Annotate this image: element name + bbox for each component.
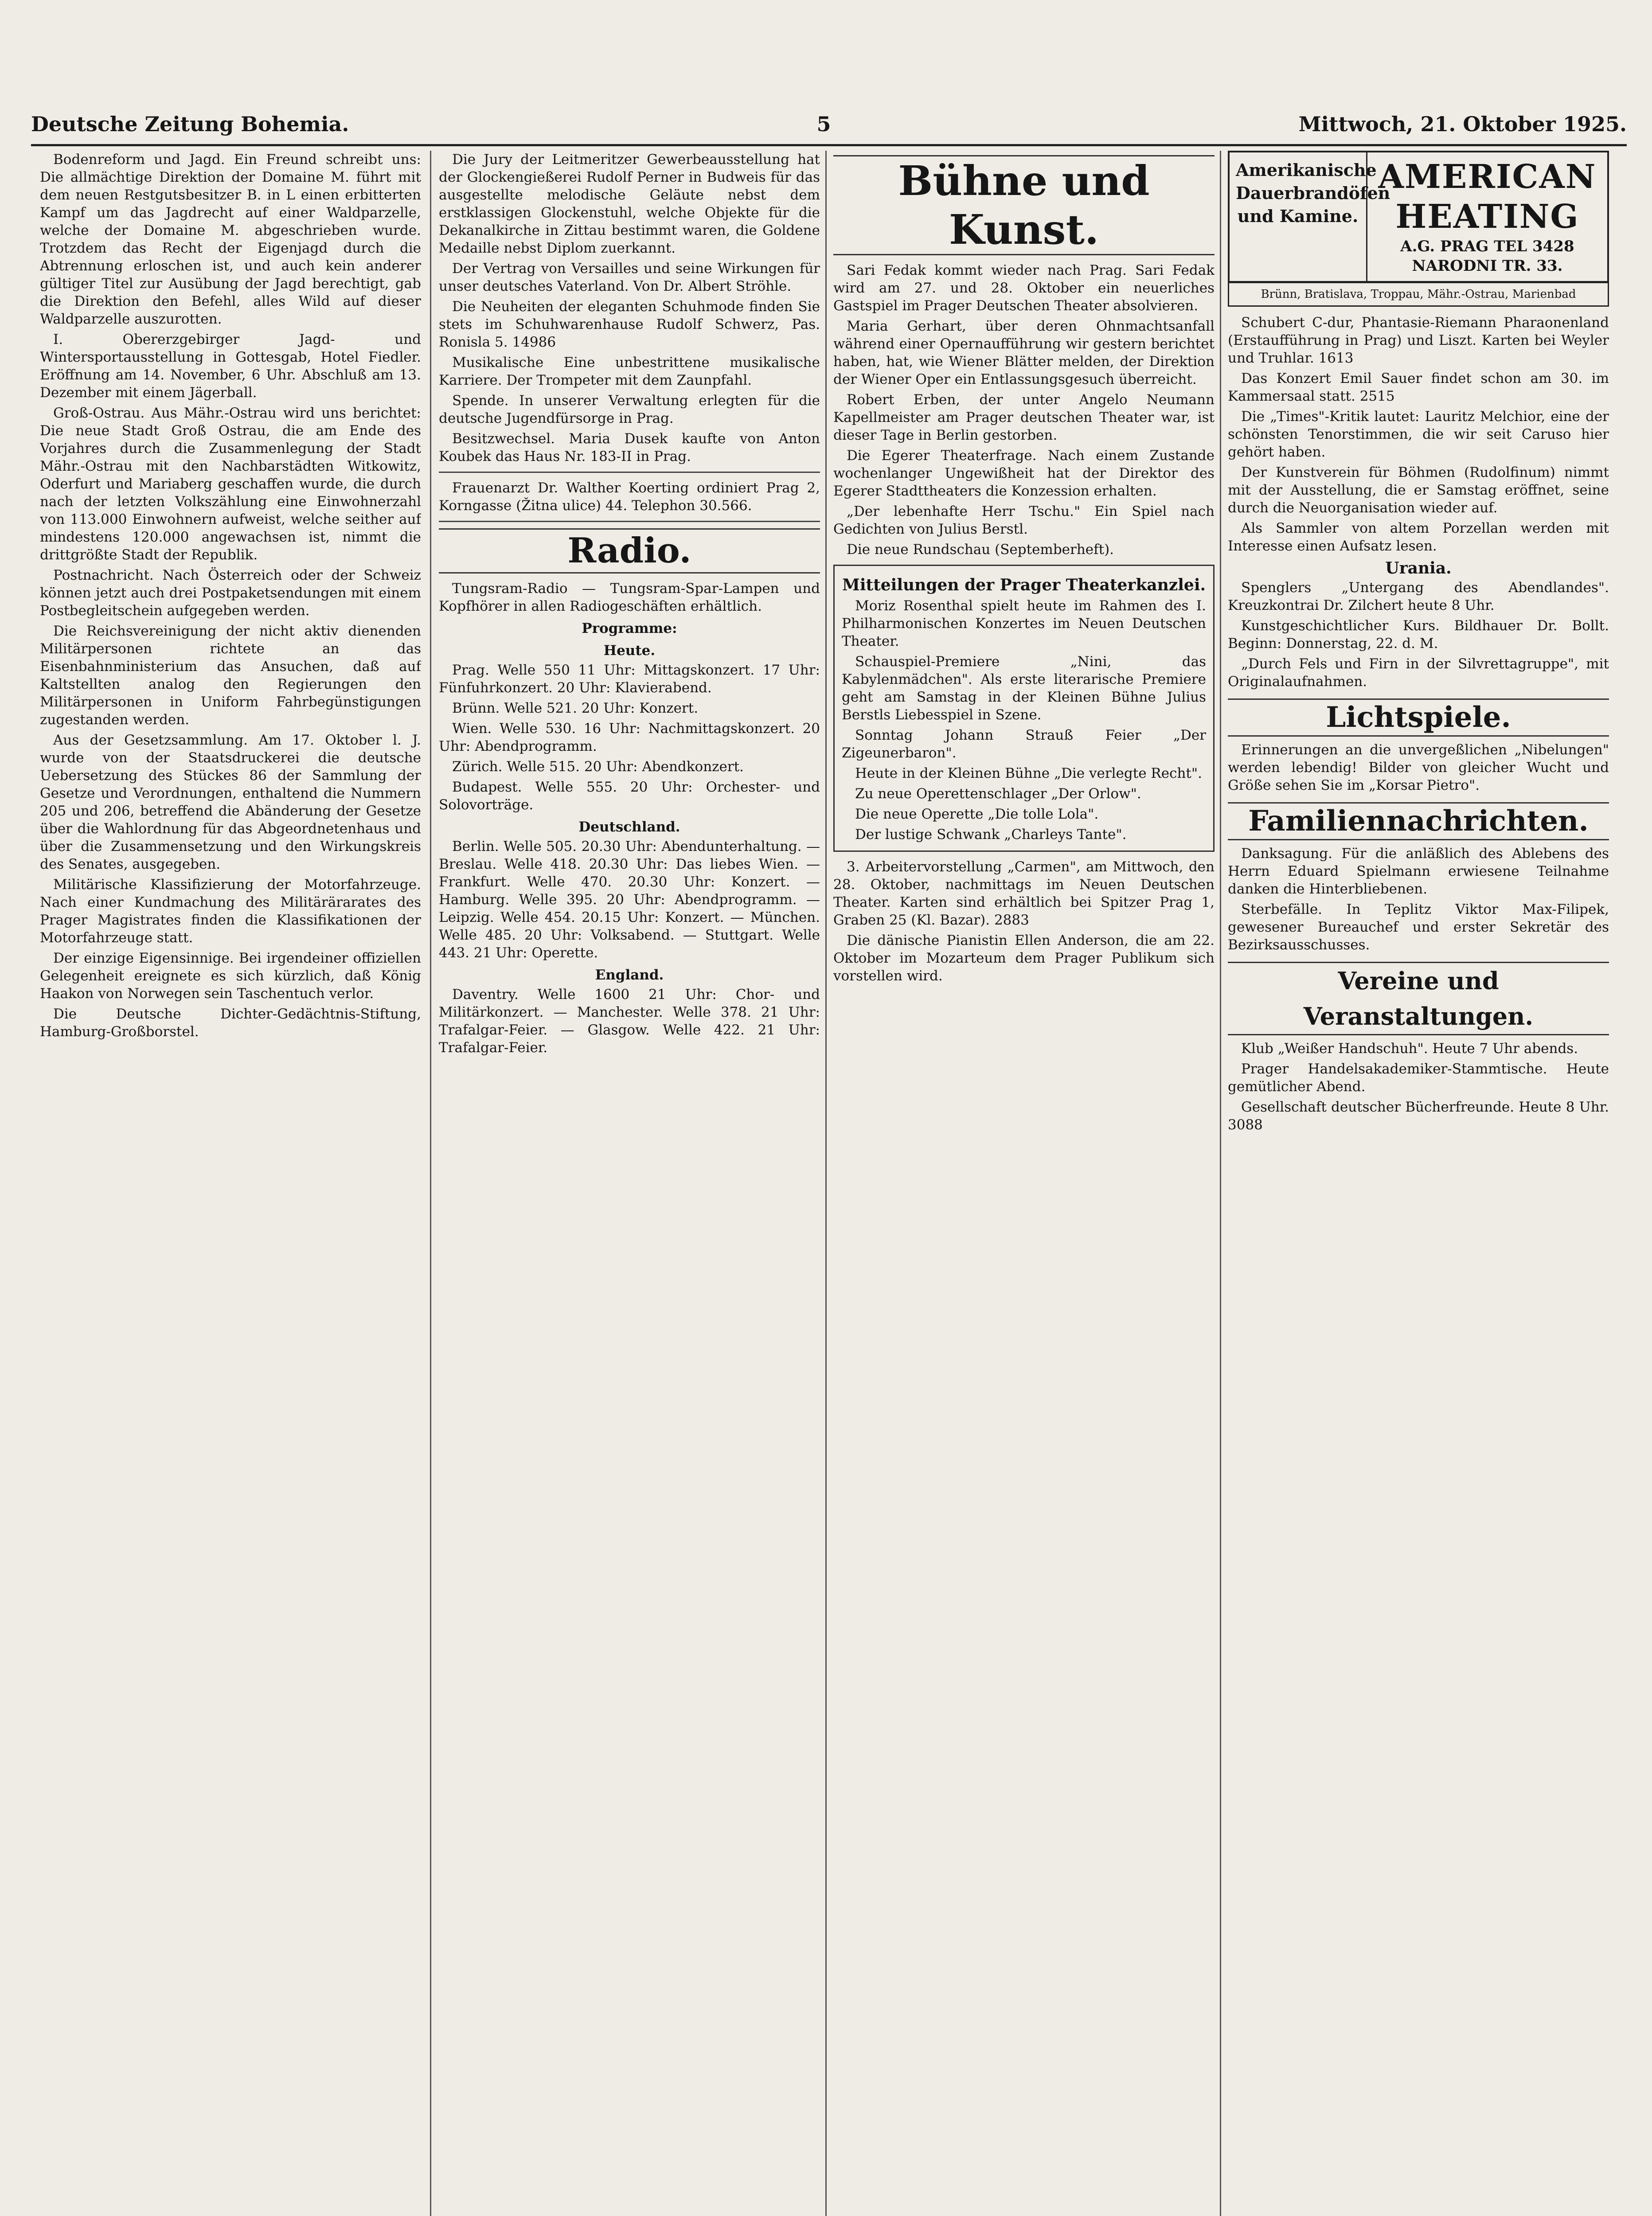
article-paragraph: Musikalische Eine unbestrittene musikalische Karriere. Der Trompeter mit dem Zaunpfahl. [439, 355, 820, 388]
ad-branches: Brünn, Bratislava, Troppau, Mähr.-Ostrau, Marienbad [1228, 282, 1609, 307]
theater-notice: Schauspiel-Premiere „Nini, das Kabylenmädchen". Als erste literarische Premiere geht am Samstag in der Kleinen Bühne Julius Berstls Liebesspiel in Szene. [842, 654, 1206, 723]
radio-listing: Prag. Welle 550 11 Uhr: Mittagskonzert. 17 Uhr: Fünfuhrkonzert. 20 Uhr: Klavierabend. [439, 662, 820, 696]
divider [439, 521, 820, 522]
column-rule [1220, 151, 1221, 2216]
theater-notices-box [833, 565, 1215, 852]
radio-listing: Berlin. Welle 505. 20.30 Uhr: Abendunterhaltung. — Breslau. Welle 418. 20.30 Uhr: Das liebes Wien. — Frankfurt. Welle 470. 20.30 Uhr: Konzert. — Hamburg. Welle 395. 20 Uhr: Abendprogramm. — Leipzig. Welle 454. 20.15 Uhr: Konzert. — München. Welle 485. 20 Uhr: Volksabend. — Stuttgart. Welle 443. 21 Uhr: Operette. [439, 839, 820, 961]
column-4 [1228, 151, 1609, 2216]
article-paragraph: Bodenreform und Jagd. Ein Freund schreibt uns: Die allmächtige Direktion der Domaine M. führt mit dem neuen Restgutsbesitzer B. in L einen erbitterten Kampf um das Jagdrecht auf einer Waldparzelle, welche der Domaine M. abgeschrieben wurde. Trotzdem das Recht der Eigenjagd durch die Abtrennung erloschen ist, und auch kein anderer gültiger Titel zur Ausübung der Jagd berechtigt, gab die Direktion den Befehl, alles Wild auf dieser Waldparzelle auszurotten. [40, 152, 421, 327]
radio-heading: Radio. [439, 528, 820, 574]
urania-heading: Urania. [1385, 559, 1452, 577]
article-paragraph: Spende. In unserer Verwaltung erlegten für die deutsche Jugendfürsorge in Prag. [439, 393, 820, 426]
column-1 [40, 151, 421, 2216]
article-paragraph: Klub „Weißer Handschuh". Heute 7 Uhr abends. [1241, 1041, 1578, 1057]
article-paragraph: Postnachricht. Nach Österreich oder der Schweiz können jetzt auch drei Postpaketsendungen mit einem Postbegleitschein aufgegeben werden. [40, 567, 421, 619]
article-paragraph: Die Jury der Leitmeritzer Gewerbeausstellung hat der Glockengießerei Rudolf Perner in Budweis für das ausgestellte melodische Geläute nebst dem erstklassigen Glockenstuhl, welche Objekte für die Dekanalkirche in Zittau bestimmt waren, die Goldene Medaille nebst Diplom zuerkannt. [439, 152, 820, 256]
doctor-notice: Frauenarzt Dr. Walther Koerting ordiniert Prag 2, Korngasse (Žitna ulice) 44. Telephon 30.566. [439, 480, 820, 514]
radio-listing: Daventry. Welle 1600 21 Uhr: Chor- und Militärkonzert. — Manchester. Welle 378. 21 Uhr: Trafalgar-Feier. — Glasgow. Welle 422. 21 Uhr: Trafalgar-Feier. [439, 987, 820, 1056]
article-paragraph: Prager Handelsakademiker-Stammtische. Heute gemütlicher Abend. [1228, 1061, 1609, 1095]
theater-notices-heading: Mitteilungen der Prager Theaterkanzlei. [842, 576, 1206, 594]
england-heading: England. [595, 967, 664, 983]
theater-notice: Sonntag Johann Strauß Feier „Der Zigeunerbaron". [842, 727, 1206, 761]
article-paragraph: Besitzwechsel. Maria Dusek kaufte von Anton Koubek das Haus Nr. 183-II in Prag. [439, 431, 820, 464]
radio-listing: Zürich. Welle 515. 20 Uhr: Abendkonzert. [452, 759, 744, 775]
article-paragraph: Aus der Gesetzsammlung. Am 17. Oktober l. J. wurde von der Staatsdruckerei die deutsche Uebersetzung des Stückes 86 der Sammlung der Gesetze und Verordnungen, enthaltend die Nummern 205 und 206, betreffend die Abänderung der Gesetze über die Wahlordnung für das Abgeordnetenhaus und über die Zusammensetzung und den Wirkungskreis des Senates, ausgegeben. [40, 732, 421, 872]
section-title-buehne: Bühne und Kunst. [833, 155, 1215, 255]
theater-notice: Der lustige Schwank „Charleys Tante". [855, 827, 1127, 843]
article-paragraph: Groß-Ostrau. Aus Mähr.-Ostrau wird uns berichtet: Die neue Stadt Groß Ostrau, die am Ende des Vorjahres durch die Zusammenlegung der Stadt Mähr.-Ostrau mit den Nachbarstädten Witkowitz, Oderfurt und Mariaberg geschaffen wurde, die durch nach der letzten Volkszählung eine Einwohnerzahl von 113.000 Einwohnern aufweist, welche seither auf mindestens 120.000 angewachsen ist, nimmt die drittgrößte Stadt der Republik. [40, 405, 421, 563]
article-paragraph: Die Reichsvereinigung der nicht aktiv dienenden Militärpersonen richtete an das Eisenbahnministerium das Ansuchen, daß auf Kaltstellten analog den Regierungen den Militärpersonen in Uniform Fahrbegünstigungen zugestanden werden. [40, 623, 421, 728]
article-paragraph: Das Konzert Emil Sauer findet schon am 30. im Kammersaal statt. 2515 [1228, 371, 1609, 404]
article-paragraph: Spenglers „Untergang des Abendlandes". Kreuzkontrai Dr. Zilchert heute 8 Uhr. [1228, 580, 1609, 613]
ad-address: A.G. PRAG TEL 3428 NARODNI TR. 33. [1400, 238, 1574, 275]
article-paragraph: Die neue Rundschau (Septemberheft). [847, 542, 1114, 558]
article-paragraph: Die „Times"-Kritik lautet: Lauritz Melchior, eine der schönsten Tenorstimmen, die wir seit Caruso hier gehört haben. [1228, 409, 1609, 460]
ad-right [1367, 152, 1607, 281]
ad-left-text: Amerikanische Dauerbrandöfen und Kamine. [1230, 152, 1367, 281]
article-paragraph: Danksagung. Für die anläßlich des Ablebens des Herrn Eduard Spielmann erwiesene Teilnahme danken die Hinterbliebenen. [1228, 846, 1609, 897]
article-paragraph: Die Egerer Theaterfrage. Nach einem Zustande wochenlanger Ungewißheit hat der Direktor des Egerer Stadttheaters die Konzession erhalten. [833, 448, 1215, 499]
masthead-paper-name: Deutsche Zeitung Bohemia. [31, 112, 349, 136]
column-rule [825, 151, 827, 2216]
article-paragraph: Der Vertrag von Versailles und seine Wirkungen für unser deutsches Vaterland. Von Dr. Albert Ströhle. [439, 261, 820, 294]
today-heading: Heute. [603, 643, 656, 659]
masthead [31, 104, 1627, 146]
article-paragraph: Der einzige Eigensinnige. Bei irgendeiner offiziellen Gelegenheit ereignete es sich kürzlich, daß König Haakon von Norwegen sein Taschentuch verlor. [40, 950, 421, 1002]
article-paragraph: Schubert C-dur, Phantasie-Riemann Pharaonenland (Erstaufführung in Prag) und Liszt. Karten bei Weyler und Truhlar. 1613 [1228, 315, 1609, 366]
article-paragraph: I. Obererzgebirger Jagd- und Wintersportausstellung in Gottesgab, Hotel Fiedler. Eröffnung am 14. November, 6 Uhr. Abschluß am 13. Dezember mit einem Jägerball. [40, 332, 421, 401]
article-paragraph: Gesellschaft deutscher Bücherfreunde. Heute 8 Uhr. 3088 [1228, 1099, 1609, 1133]
article-paragraph: Die dänische Pianistin Ellen Anderson, die am 22. Oktober im Mozarteum dem Prager Publikum sich vorstellen wird. [833, 932, 1215, 984]
vereine-heading: Vereine und Veranstaltungen. [1228, 962, 1609, 1035]
article-paragraph: Der Kunstverein für Böhmen (Rudolfinum) nimmt mit der Ausstellung, die er Samstag eröffnet, seine durch die Neuorganisation wieder auf. [1228, 464, 1609, 516]
article-paragraph: Militärische Klassifizierung der Motorfahrzeuge. Nach einer Kundmachung des Militärärarates des Prager Magistrates finden die Klassifikationen der Motorfahrzeuge statt. [40, 877, 421, 946]
theater-notice: Die neue Operette „Die tolle Lola". [855, 806, 1099, 822]
radio-ad: Tungsram-Radio — Tungsram-Spar-Lampen und Kopfhörer in allen Radiogeschäften erhältlich. [439, 581, 820, 614]
article-paragraph: Die Deutsche Dichter-Gedächtnis-Stiftung, Hamburg-Großborstel. [40, 1006, 421, 1040]
radio-listing: Brünn. Welle 521. 20 Uhr: Konzert. [452, 700, 699, 716]
article-paragraph: Robert Erben, der unter Angelo Neumann Kapellmeister am Prager deutschen Theater war, ist dieser Tage in Berlin gestorben. [833, 392, 1215, 443]
radio-listing: Budapest. Welle 555. 20 Uhr: Orchester- und Solovorträge. [439, 779, 820, 813]
masthead-date: Mittwoch, 21. Oktober 1925. [1298, 112, 1627, 136]
column-rule [430, 151, 431, 2216]
article-paragraph: „Der lebenhafte Herr Tschu." Ein Spiel nach Gedichten von Julius Berstl. [833, 503, 1215, 537]
article-paragraph: Maria Gerhart, über deren Ohnmachtsanfall während einer Opernaufführung wir gestern berichtet haben, hat, wie Wiener Blätter melden, der Direktion der Wiener Oper ein Entlassungsgesuch überreicht. [833, 318, 1215, 387]
article-paragraph: Erinnerungen an die unvergeßlichen „Nibelungen" werden lebendig! Bilder von gleicher Wucht und Größe sehen Sie im „Korsar Pietro". [1228, 742, 1609, 793]
article-paragraph: 3. Arbeitervorstellung „Carmen", am Mittwoch, den 28. Oktober, nachmittags im Neuen Deutschen Theater. Karten sind erhältlich bei Spitzer Prag 1, Graben 25 (Kl. Bazar). 2883 [833, 859, 1215, 928]
article-paragraph: Kunstgeschichtlicher Kurs. Bildhauer Dr. Bollt. Beginn: Donnerstag, 22. d. M. [1228, 618, 1609, 652]
article-paragraph: Als Sammler von altem Porzellan werden mit Interesse einen Aufsatz lesen. [1228, 520, 1609, 554]
american-heating-ad [1228, 151, 1609, 283]
program-heading: Programme: [582, 620, 677, 636]
article-paragraph: Sterbefälle. In Teplitz Viktor Max-Filipek, gewesener Bureauchef und erster Sekretär des Bezirksausschusses. [1228, 901, 1609, 953]
column-2 [439, 151, 820, 2216]
theater-notice: Zu neue Operettenschlager „Der Orlow". [855, 786, 1141, 802]
divider [439, 472, 820, 473]
masthead-page-number: 5 [816, 112, 831, 136]
radio-listing: Wien. Welle 530. 16 Uhr: Nachmittagskonzert. 20 Uhr: Abendprogramm. [439, 721, 820, 754]
article-paragraph: Die Neuheiten der eleganten Schuhmode finden Sie stets im Schuhwarenhause Rudolf Schwerz, Pas. Ronisla 5. 14986 [439, 299, 820, 350]
germany-heading: Deutschland. [578, 819, 680, 835]
lichtspiele-heading: Lichtspiele. [1228, 698, 1609, 737]
article-paragraph: „Durch Fels und Firn in der Silvrettagruppe", mit Originalaufnahmen. [1228, 656, 1609, 690]
column-3 [833, 151, 1215, 2216]
ad-brand: AMERICAN HEATING [1378, 158, 1597, 236]
article-paragraph: Sari Fedak kommt wieder nach Prag. Sari Fedak wird am 27. und 28. Oktober ein neuerliches Gastspiel im Prager Deutschen Theater absolvieren. [833, 262, 1215, 314]
theater-notice: Heute in der Kleinen Bühne „Die verlegte Recht". [855, 765, 1202, 781]
theater-notice: Moriz Rosenthal spielt heute im Rahmen des I. Philharmonischen Konzertes im Neuen Deutschen Theater. [842, 598, 1206, 649]
familie-heading: Familiennachrichten. [1228, 802, 1609, 840]
